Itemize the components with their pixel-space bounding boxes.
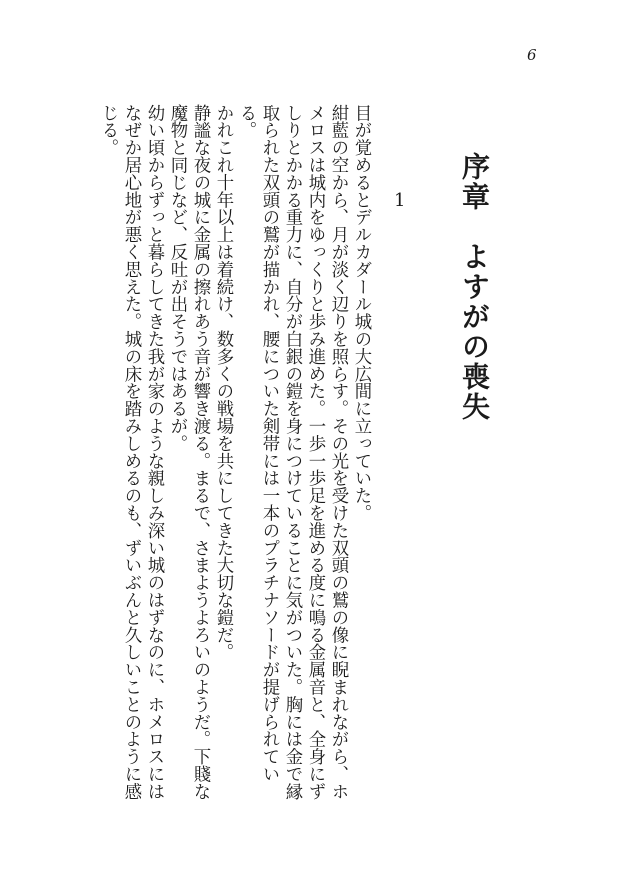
paragraph: 紺藍の空から、月が淡く辺りを照らす。その光を受けた双頭の鷲の像に睨まれながら、ホメロスは城内をゆっくりと歩み進めた。一歩一歩足を進める度に鳴る金属音と、全身にずしりとかかる重力に、自分が白銀の鎧を身につけていることに気がついた。胸には金で縁取られた双頭の鷲が描かれ、腰についた剣帯には一本のプラチナソードが提げられている。 xyxy=(236,104,348,800)
paragraph: 幼い頃からずっと暮らしてきた我が家のような親しみ深い城のはずなのに、ホメロスにはなぜか居心地が悪く思えた。城の床を踏みしめるのも、ずいぶんと久しいことのように感じる。 xyxy=(98,104,164,800)
paragraph: 目が覚めるとデルカダール城の大広間に立っていた。 xyxy=(351,104,371,522)
paragraph: 静謐な夜の城に金属の擦れあう音が響き渡る。まるで、さまようよろいのようだ。下賤な魔物と同じなど、反吐が出そうではあるが。 xyxy=(167,104,210,800)
paragraph: かれこれ十年以上は着続け、数多くの戦場を共にしてきた大切な鎧だ。 xyxy=(213,104,233,661)
page-number: 6 xyxy=(527,46,537,64)
body-text xyxy=(98,104,372,804)
section-number: 1 xyxy=(394,190,406,211)
chapter-title: 序章 よすがの喪失 xyxy=(458,152,491,422)
